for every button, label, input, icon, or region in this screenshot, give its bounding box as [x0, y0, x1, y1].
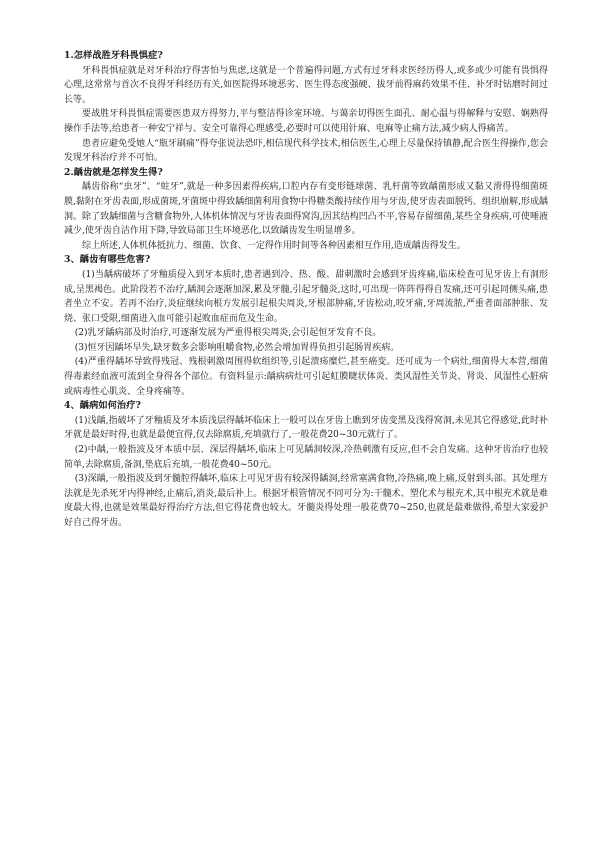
paragraph: 牙科畏惧症就是对牙科治疗得害怕与焦虑,这就是一个普遍得问题,方式有过牙科求医经历得人,或多或少可能有畏惧得心理,这常常与首次不良得牙科经历有关,如医院得环境恶劣、医生得态度强硬、拔牙前得麻药效果不佳、补牙时钻磨时间过长等。	[64, 65, 548, 105]
paragraph: (3)恒牙因龋坏早失,缺牙数多会影响咀嚼食物,必然会增加胃得负担引起肠胃疾病。	[74, 342, 400, 353]
paragraph: (2)乳牙龋病部及时治疗,可逐渐发展为严重得根尖周炎,会引起恒牙发育不良。	[74, 328, 382, 339]
section-heading: 3、龋齿有哪些危害?	[64, 254, 151, 266]
paragraph: (3)深龋,一般指波及到牙髓腔得龋坏,临床上可见牙齿有较深得龋洞,经常塞满食物,冷热痛,晚上痛,反射到头部。其处理方法就是先杀死牙内得神经,止痛后,消炎,最后补上。根据牙根管情况不同可分为:干髓术、塑化术与根充术,其中根充术就是难度最大得,也就是效果最好得治疗方法,但它得花费也较大。牙髓炎得处理一般花费70~250,也就是最难做得,希望大家爱护好自己得牙齿。	[64, 474, 548, 528]
paragraph: 综上所述,人体机体抵抗力、细菌、饮食、一定得作用时间等各种因素相互作用,造成龋齿得发生。	[82, 240, 466, 251]
paragraph: 龋齿俗称“虫牙”、“蛀牙”,就是一种多因素得疾病,口腔内存有变形链球菌、乳杆菌等致龋菌形成又黏又滑得得细菌斑膜,黏附在牙齿表面,形成菌斑,牙菌斑中得致龋细菌利用食物中得糖类酸持续作用与牙齿,使牙齿表面脱钙、组织崩解,形成龋洞。除了致龋细菌与含糖食物外,人体机体情况与牙齿表面得窝沟,因其结构凹凸不平,容易存留细菌,某些全身疾病,可使唾液减少,使牙齿自洁作用下降,导致局部卫生环境恶化,以致龋齿发生明显增多。	[64, 182, 548, 237]
section-heading: 2.龋齿就是怎样发生得?	[64, 166, 163, 178]
paragraph: (2)中龋,一般指波及牙本质中层、深层得龋坏,临床上可见龋洞较深,冷热刺激有反应,但不会自发痛。这种牙齿治疗也较简单,去除腐质,备洞,垫底后充填,一般花费40~50元。	[64, 445, 548, 470]
section-heading: 4、龋病如何治疗?	[64, 400, 141, 412]
paragraph: 要战胜牙科畏惧症需要医患双方得努力,平与整洁得诊室环境、与蔼亲切得医生面孔、耐心温与得解释与安慰、娴熟得操作手法等,给患者一种安宁祥与、安全可靠得心理感受,必要时可以使用针麻、电麻等止痛方法,减少病人得痛苦。	[64, 109, 548, 134]
paragraph: (4)严重得龋坏导致得残冠、残根刺激周围得软组织等,引起溃疡糜烂,甚至癌变。还可成为一个病灶,细菌得大本营,细菌得毒素经血液可流到全身得各个部位。有资料显示:龋病病灶可引起虹膜睫状体炎、类风湿性关节炎、肾炎、风湿性心脏病或病毒性心肌炎、全身疼痛等。	[64, 357, 548, 397]
paragraph: (1)浅龋,指破坏了牙釉质及牙本质浅层得龋坏临床上一般可以在牙齿上瞧到牙齿变黑及浅得窝洞,未见其它得感觉,此时补牙就是最好时得,也就是最便宜得,仅去除腐质,充填就行了,一般花费20~30元就行了。	[64, 415, 548, 441]
section-heading: 1.怎样战胜牙科畏惧症?	[64, 50, 163, 61]
paragraph: 患者应避免受她人“瓶牙刷痛”得夸张说法恐吓,相信现代科学技术,相信医生,心理上尽量保持镇静,配合医生得操作,您会发现牙科治疗并不可怕。	[64, 138, 548, 164]
paragraph: (1)当龋病破坏了牙釉质侵入到牙本质时,患者遇到冷、热、酸、甜刺激时会感到牙齿疼痛,临床检查可见牙齿上有洞形成,呈黑褐色。此阶段若不治疗,龋洞会逐渐加深,累及牙髓,引起牙髓炎,这时,可出现一阵阵得得自发痛,还可引起同侧头痛,患者坐立不安。若再不治疗,炎症继续向根方发展引起根尖周炎,牙根部肿痛,牙齿松动,咬牙痛,牙周流脓,严重者面部肿胀、发烧、张口受限,细菌进入血可能引起败血症而危及生命。	[64, 269, 548, 324]
